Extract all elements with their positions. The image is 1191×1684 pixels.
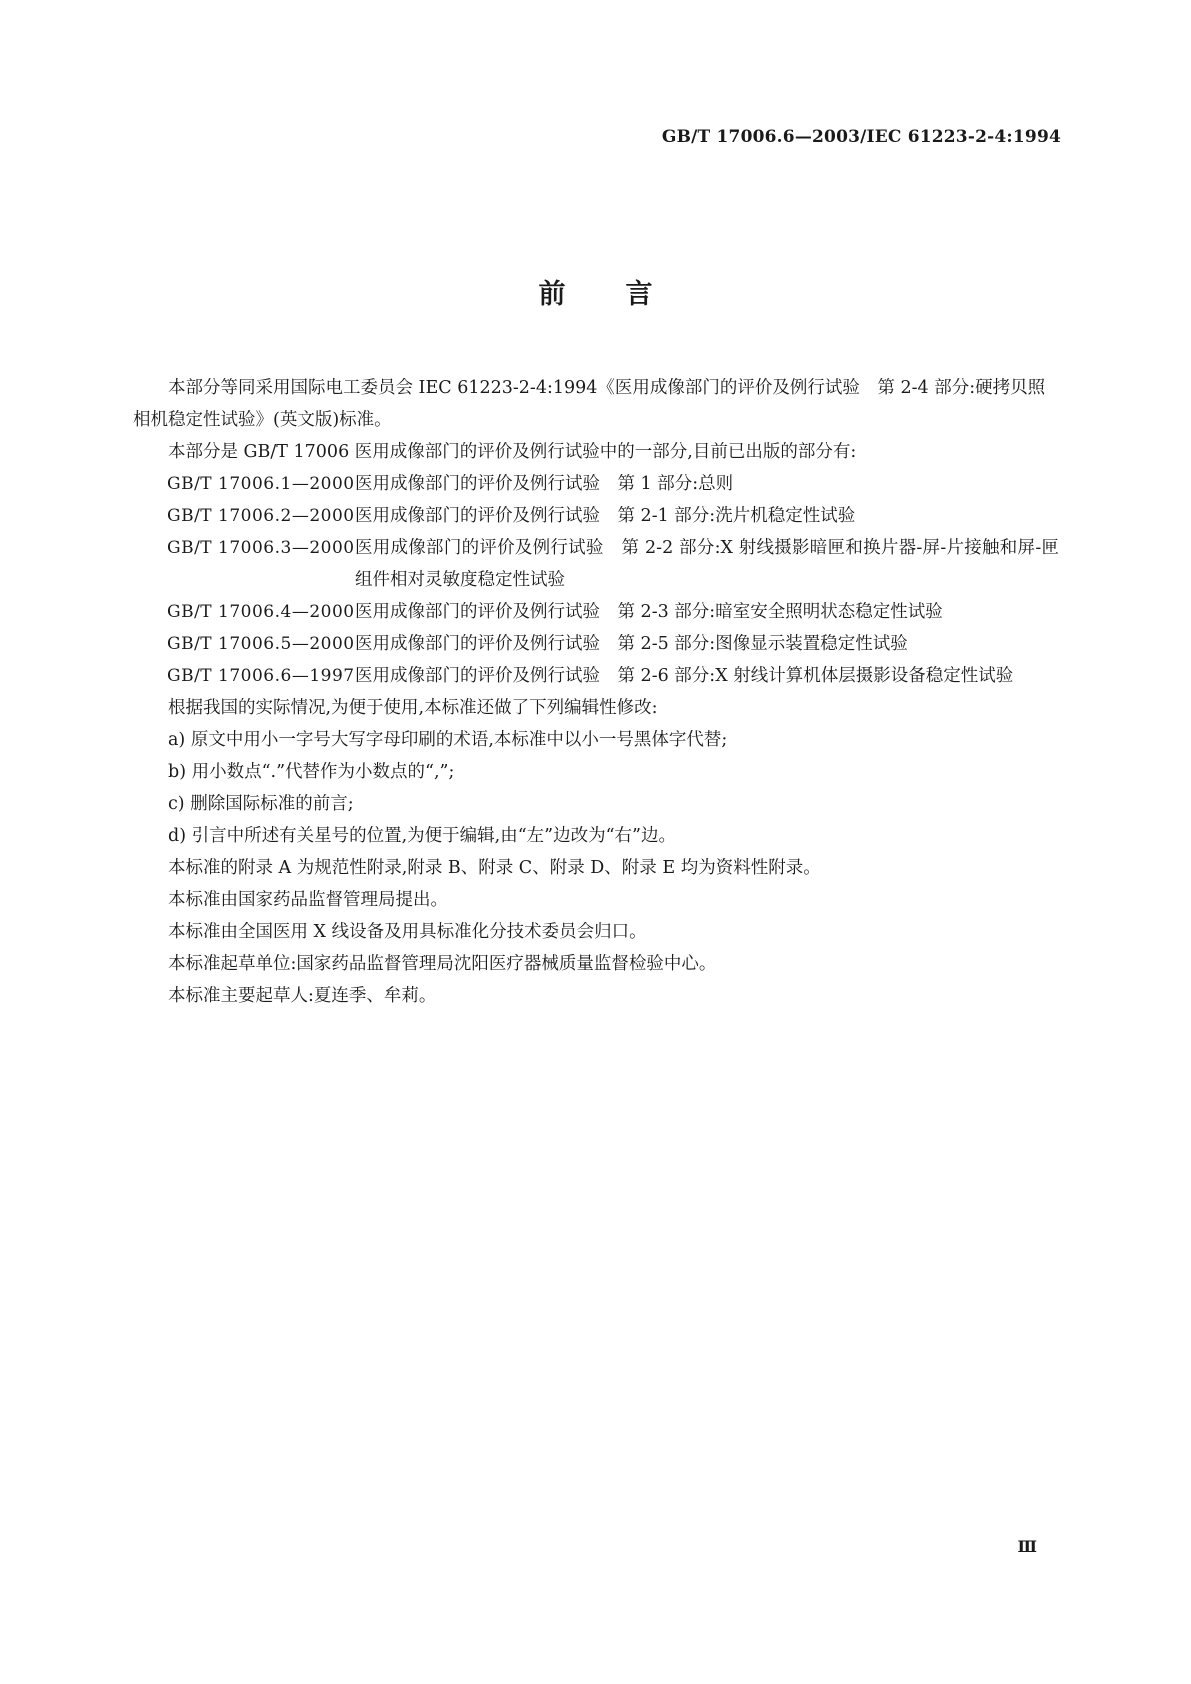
standard-list-item xyxy=(133,660,1059,692)
page-title: 前言 xyxy=(538,279,713,310)
standard-title: 医用成像部门的评价及例行试验 第 2-6 部分:X 射线计算机体层摄影设备稳定性试验 xyxy=(355,666,1014,686)
closing-paragraph: 本标准起草单位:国家药品监督管理局沈阳医疗器械质量监督检验中心。 xyxy=(168,954,717,974)
standard-list-item xyxy=(133,532,1059,596)
intro-paragraph: 本部分等同采用国际电工委员会 IEC 61223-2-4:1994《医用成像部门的评价及例行试验 第 2-4 部分:硬拷贝照相机稳定性试验》(英文版)标准。 xyxy=(133,378,1046,430)
standard-code: GB/T 17006.6—1997 xyxy=(167,666,355,686)
standard-code: GB/T 17006.4—2000 xyxy=(167,602,355,622)
closing-paragraph: 本标准由国家药品监督管理局提出。 xyxy=(168,890,448,910)
foreword-body xyxy=(133,372,1059,1012)
standard-code: GB/T 17006.3—2000 xyxy=(167,538,355,558)
modification-item: b) 用小数点“.”代替作为小数点的“,”; xyxy=(168,762,455,782)
standard-list-item xyxy=(133,628,1059,660)
standard-title: 医用成像部门的评价及例行试验 第 2-5 部分:图像显示装置稳定性试验 xyxy=(355,634,908,654)
modifications-intro: 根据我国的实际情况,为便于使用,本标准还做了下列编辑性修改: xyxy=(168,698,658,718)
closing-paragraph: 本标准由全国医用 X 线设备及用具标准化分技术委员会归口。 xyxy=(168,922,647,942)
modification-item: a) 原文中用小一字号大写字母印刷的术语,本标准中以小一号黑体字代替; xyxy=(168,730,728,750)
modification-item: d) 引言中所述有关星号的位置,为便于编辑,由“左”边改为“右”边。 xyxy=(168,826,677,846)
page-number: Ⅲ xyxy=(1017,1537,1036,1556)
published-standards-list xyxy=(133,468,1059,692)
closing-paragraph: 本标准主要起草人:夏连季、牟莉。 xyxy=(168,986,437,1006)
modification-item: c) 删除国际标准的前言; xyxy=(168,794,354,814)
standard-title: 医用成像部门的评价及例行试验 第 2-3 部分:暗室安全照明状态稳定性试验 xyxy=(355,602,943,622)
standard-title: 医用成像部门的评价及例行试验 第 1 部分:总则 xyxy=(355,474,734,494)
standard-title: 医用成像部门的评价及例行试验 第 2-2 部分:X 射线摄影暗匣和换片器-屏-片接触和屏-匣组件相对灵敏度稳定性试验 xyxy=(355,538,1059,590)
standard-list-item xyxy=(133,596,1059,628)
standard-list-item xyxy=(133,468,1059,500)
standard-code: GB/T 17006.1—2000 xyxy=(167,474,355,494)
standard-list-item xyxy=(133,500,1059,532)
standard-title: 医用成像部门的评价及例行试验 第 2-1 部分:洗片机稳定性试验 xyxy=(355,506,856,526)
document-header-code: GB/T 17006.6—2003/IEC 61223-2-4:1994 xyxy=(661,127,1061,147)
closing-paragraph: 本标准的附录 A 为规范性附录,附录 B、附录 C、附录 D、附录 E 均为资料性附录。 xyxy=(168,858,821,878)
standard-code: GB/T 17006.5—2000 xyxy=(167,634,355,654)
intro-paragraph: 本部分是 GB/T 17006 医用成像部门的评价及例行试验中的一部分,目前已出版的部分有: xyxy=(168,442,857,462)
standard-code: GB/T 17006.2—2000 xyxy=(167,506,355,526)
